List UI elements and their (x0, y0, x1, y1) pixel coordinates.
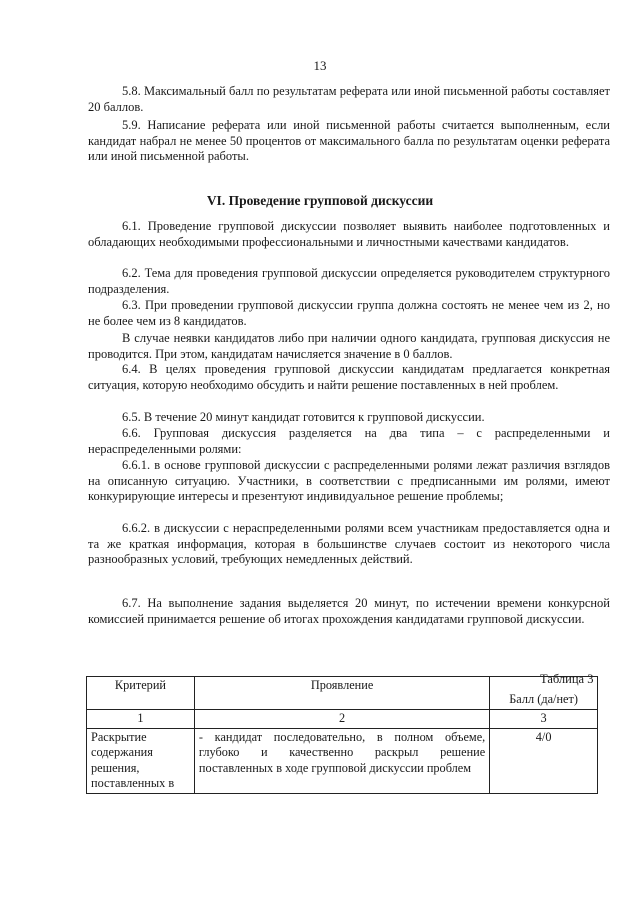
paragraph-6-2: 6.2. Тема для проведения групповой дискуссии определяется руководителем структурного подразделения. (88, 266, 610, 296)
paragraph-6-1: 6.1. Проведение групповой дискуссии позволяет выявить наиболее подготовленных и обладающих необходимыми профессиональными и личностными качествами кандидатов. (88, 219, 610, 249)
manifestation-cell: - кандидат последовательно, в полном объеме, глубоко и качественно раскрыл решение поставленных в ходе групповой дискуссии проблем (194, 728, 489, 793)
table-header-row (87, 677, 598, 710)
paragraph-6-7: 6.7. На выполнение задания выделяется 20 минут, по истечении времени конкурсной комиссией принимается решение об итогах прохождения кандидатами групповой дискуссии. (88, 596, 610, 626)
paragraph-5-8: 5.8. Максимальный балл по результатам реферата или иной письменной работы составляет 20 баллов. (88, 84, 610, 114)
paragraph-6-4: 6.4. В целях проведения групповой дискуссии кандидатам предлагается конкретная ситуация, которую необходимо обсудить и найти решение поставленных в ней проблем. (88, 362, 610, 392)
paragraph-6-6: 6.6. Групповая дискуссия разделяется на два типа – с распределенными и нераспределенными ролями: (88, 426, 610, 456)
paragraph-5-9: 5.9. Написание реферата или иной письменной работы считается выполненным, если кандидат набрал не менее 50 процентов от максимального балла по результатам оценки реферата или иной письменной работы. (88, 118, 610, 164)
score-cell: 4/0 (490, 728, 598, 793)
paragraph-6-3: 6.3. При проведении групповой дискуссии группа должна состоять не менее чем из 2, но не более чем из 8 кандидатов. (88, 298, 610, 328)
paragraph-6-6-1: 6.6.1. в основе групповой дискуссии с распределенными ролями лежат различия взглядов на описанную ситуацию. Участники, в соответствии с предписанными им ролями, имеют конкурирующие интересы и презентуют индивидуальное решение проблемы; (88, 458, 610, 504)
page-number: 13 (313, 58, 327, 73)
section-title: VI. Проведение групповой дискуссии (206, 193, 434, 208)
table-caption: Таблица 3 (540, 672, 594, 686)
paragraph-6-5: 6.5. В течение 20 минут кандидат готовится к групповой дискуссии. (122, 410, 485, 424)
header-score: Балл (да/нет) (490, 677, 598, 710)
header-manifestation: Проявление (194, 677, 489, 710)
paragraph-no-show: В случае неявки кандидатов либо при наличии одного кандидата, групповая дискуссия не проводится. При этом, кандидатам начисляется значение в 0 баллов. (88, 331, 610, 361)
table-number-row (87, 710, 598, 729)
criterion-cell: Раскрытие содержания решения, поставленных в (87, 728, 195, 793)
column-number-2: 2 (194, 710, 489, 729)
column-number-3: 3 (490, 710, 598, 729)
criteria-table (86, 676, 598, 794)
column-number-1: 1 (87, 710, 195, 729)
header-criterion: Критерий (87, 677, 195, 710)
paragraph-6-6-2: 6.6.2. в дискуссии с нераспределенными ролями всем участникам предоставляется одна и та же краткая информация, которая в большинстве случаев состоит из некоторого числа разнообразных условий, требующих немедленных действий. (88, 521, 610, 567)
table-row (87, 728, 598, 793)
